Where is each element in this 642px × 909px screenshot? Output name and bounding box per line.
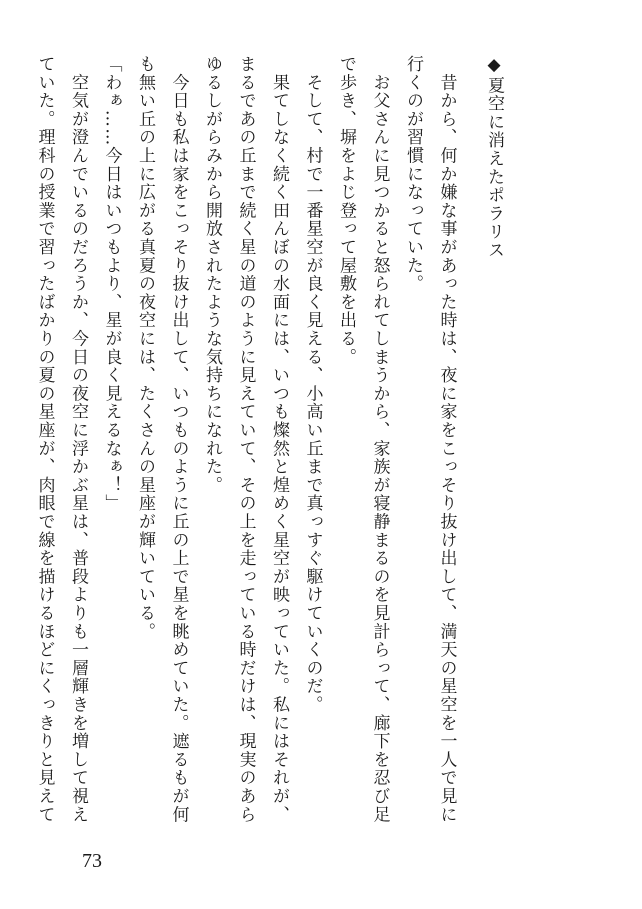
vertical-text-body: [34, 55, 510, 835]
paragraph: 昔から、何か嫌な事があった時は、夜に家をこっそり抜け出して、満天の星空を一人で見に行くのが習慣になっていた。: [403, 55, 457, 824]
paragraph: お父さんに見つかると怒られてしまうから、家族が寝静まるのを見計らって、廊下を忍び足で歩き、塀をよじ登って屋敷を出る。: [336, 55, 390, 824]
page-number: 73: [82, 850, 102, 872]
paragraph: 今日も私は家をこっそり抜け出して、いつものように丘の上で星を眺めていた。遮るもが何も無い丘の上に広がる真夏の夜空には、たくさんの星座が輝いている。: [135, 55, 189, 824]
chapter-title: ◆夏空に消えたポラリス: [484, 55, 504, 260]
paragraph: 果てしなく続く田んぼの水面には、いつも燦然と煌めく星空が映っていた。私にはそれが、まるであの丘まで続く星の道のように見えていて、その上を走っている時だけは、現実のあらゆるしがらみから開放されたような気持ちになれた。: [202, 55, 289, 824]
dialogue-line: 「わぁ……今日はいつもより、星が良く見えるなぁ！」: [101, 55, 122, 513]
paragraph: そして、村で一番星空が良く見える、小高い丘まで真っすぐ駆けていくのだ。: [302, 55, 323, 714]
paragraph: 空気が澄んでいるのだろうか、今日の夜空に浮かぶ星は、普段よりも一層輝きを増して視えていた。理科の授業で習ったばかりの夏の星座が、肉眼で線を描けるほどにくっきりと見えて: [34, 55, 88, 824]
